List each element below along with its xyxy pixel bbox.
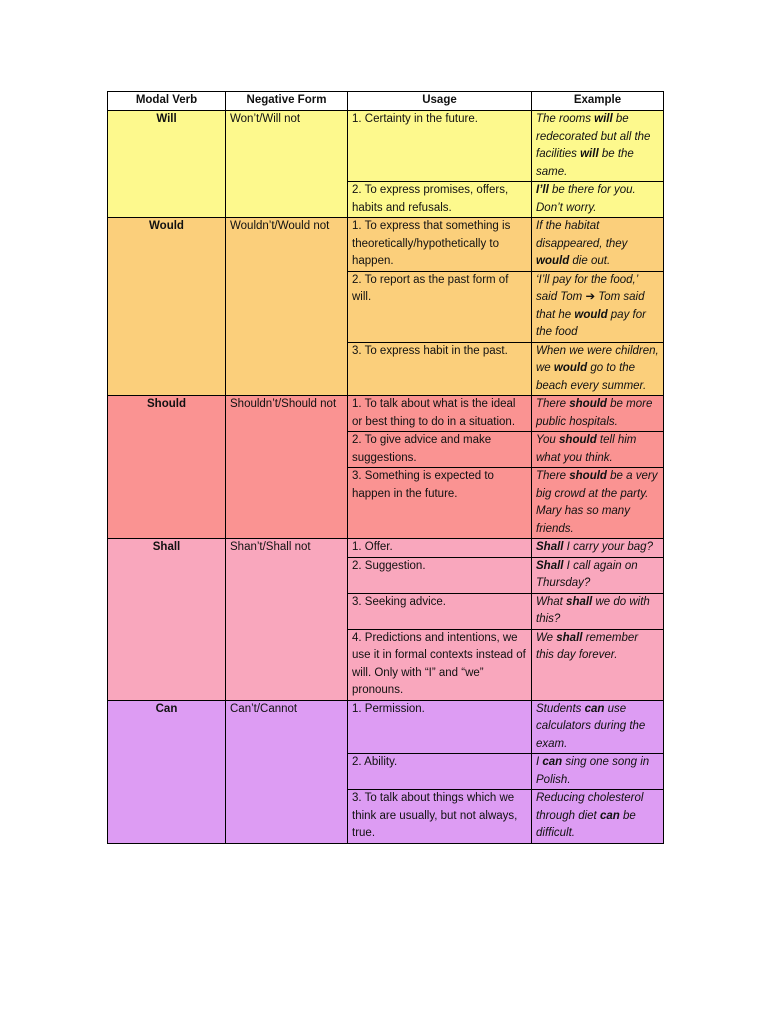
example-text: be redecorated but all the facilities (536, 113, 651, 160)
table-header (108, 92, 664, 111)
example-cell (532, 629, 664, 700)
example-emphasis: can (599, 809, 620, 822)
example-text: I call again on Thursday? (536, 559, 638, 589)
example-text: The rooms (536, 113, 595, 125)
example-emphasis: would (574, 308, 608, 321)
header-example: Example (532, 92, 664, 111)
header-row (108, 92, 664, 111)
example-text: pay for the food (536, 308, 646, 338)
table-row (108, 111, 664, 182)
example-cell (532, 700, 664, 754)
example-text: we do with this? (536, 595, 650, 625)
modal-verb-cell: Can (108, 700, 226, 843)
example-emphasis: Shall (536, 541, 564, 553)
example-text: There (536, 470, 570, 482)
example-emphasis: can (584, 702, 605, 715)
modal-verbs-table (107, 91, 664, 844)
example-text: go to the beach every summer. (536, 362, 647, 392)
usage-cell: 2. Suggestion. (348, 557, 532, 593)
example-cell (532, 182, 664, 218)
usage-cell: 2. To give advice and make suggestions. (348, 432, 532, 468)
example-emphasis: will (594, 113, 613, 125)
example-emphasis: should (559, 434, 597, 446)
example-text: be more public hospitals. (536, 398, 653, 428)
negative-form-cell: Shan’t/Shall not (226, 539, 348, 701)
example-emphasis: shall (556, 631, 583, 644)
header-usage: Usage (348, 92, 532, 111)
arrow-icon: ➔ (585, 291, 596, 303)
example-cell (532, 342, 664, 396)
usage-cell: 2. Ability. (348, 754, 532, 790)
header-negative-form: Negative Form (226, 92, 348, 111)
example-cell (532, 432, 664, 468)
example-text: I carry your bag? (563, 541, 653, 553)
example-text: ‘I’ll pay for the food,’ said Tom (536, 273, 638, 303)
example-cell (532, 271, 664, 342)
example-cell (532, 593, 664, 629)
example-cell (532, 557, 664, 593)
example-cell (532, 790, 664, 844)
example-emphasis: I’ll (536, 184, 549, 196)
example-emphasis: Shall (536, 559, 564, 572)
example-text: remember this day forever. (536, 631, 639, 661)
example-cell (532, 754, 664, 790)
example-emphasis: should (569, 398, 607, 410)
negative-form-cell: Won’t/Will not (226, 111, 348, 218)
usage-cell: 4. Predictions and intentions, we use it in formal contexts instead of will. Only with “I” and “we” pronouns. (348, 629, 532, 700)
example-text: I (536, 756, 543, 768)
example-cell (532, 396, 664, 432)
usage-cell: 1. To express that something is theoretically/hypothetically to happen. (348, 218, 532, 272)
example-text: be difficult. (536, 809, 636, 839)
usage-cell: 2. To express promises, offers, habits and refusals. (348, 182, 532, 218)
example-cell (532, 539, 664, 558)
example-text: We (536, 631, 557, 644)
example-text: If the habitat disappeared, they (536, 220, 628, 250)
usage-cell: 3. To talk about things which we think are usually, but not always, true. (348, 790, 532, 844)
table-body (108, 111, 664, 844)
modal-verb-cell: Would (108, 218, 226, 396)
example-cell (532, 218, 664, 272)
usage-cell: 1. Offer. (348, 539, 532, 558)
example-text: When we were children, we (536, 344, 659, 374)
example-text: be there for you. Don’t worry. (536, 184, 636, 214)
example-text: There (536, 398, 570, 410)
example-text: Tom said that he (536, 291, 645, 321)
example-cell (532, 111, 664, 182)
usage-cell: 1. To talk about what is the ideal or best thing to do in a situation. (348, 396, 532, 432)
example-text: Students (536, 702, 585, 715)
negative-form-cell: Shouldn’t/Should not (226, 396, 348, 539)
example-text: be a very big crowd at the party. Mary has so many friends. (536, 470, 658, 535)
table-row (108, 218, 664, 272)
example-text: You (536, 434, 560, 446)
example-text: tell him what you think. (536, 434, 637, 464)
modal-verb-cell: Should (108, 396, 226, 539)
example-emphasis: can (542, 756, 563, 768)
usage-cell: 2. To report as the past form of will. (348, 271, 532, 342)
table-row (108, 396, 664, 432)
example-emphasis: should (569, 470, 607, 482)
negative-form-cell: Can’t/Cannot (226, 700, 348, 843)
modal-verb-cell: Shall (108, 539, 226, 701)
negative-form-cell: Wouldn’t/Would not (226, 218, 348, 396)
header-modal-verb: Modal Verb (108, 92, 226, 111)
example-emphasis: would (553, 362, 588, 374)
example-text: be the same. (536, 148, 634, 178)
modal-verb-cell: Will (108, 111, 226, 218)
example-text: use calculators during the exam. (536, 702, 646, 750)
usage-cell: 3. Something is expected to happen in the future. (348, 468, 532, 539)
usage-cell: 1. Permission. (348, 700, 532, 754)
example-cell (532, 468, 664, 539)
example-text: die out. (569, 255, 611, 267)
example-emphasis: will (580, 148, 599, 160)
table-row (108, 539, 664, 558)
example-emphasis: shall (566, 595, 593, 608)
example-text: What (536, 595, 567, 608)
table-row (108, 700, 664, 754)
usage-cell: 1. Certainty in the future. (348, 111, 532, 182)
example-emphasis: would (536, 255, 570, 267)
example-text: Reducing cholesterol through diet (536, 792, 644, 822)
usage-cell: 3. To express habit in the past. (348, 342, 532, 396)
usage-cell: 3. Seeking advice. (348, 593, 532, 629)
example-text: sing one song in Polish. (536, 756, 650, 786)
